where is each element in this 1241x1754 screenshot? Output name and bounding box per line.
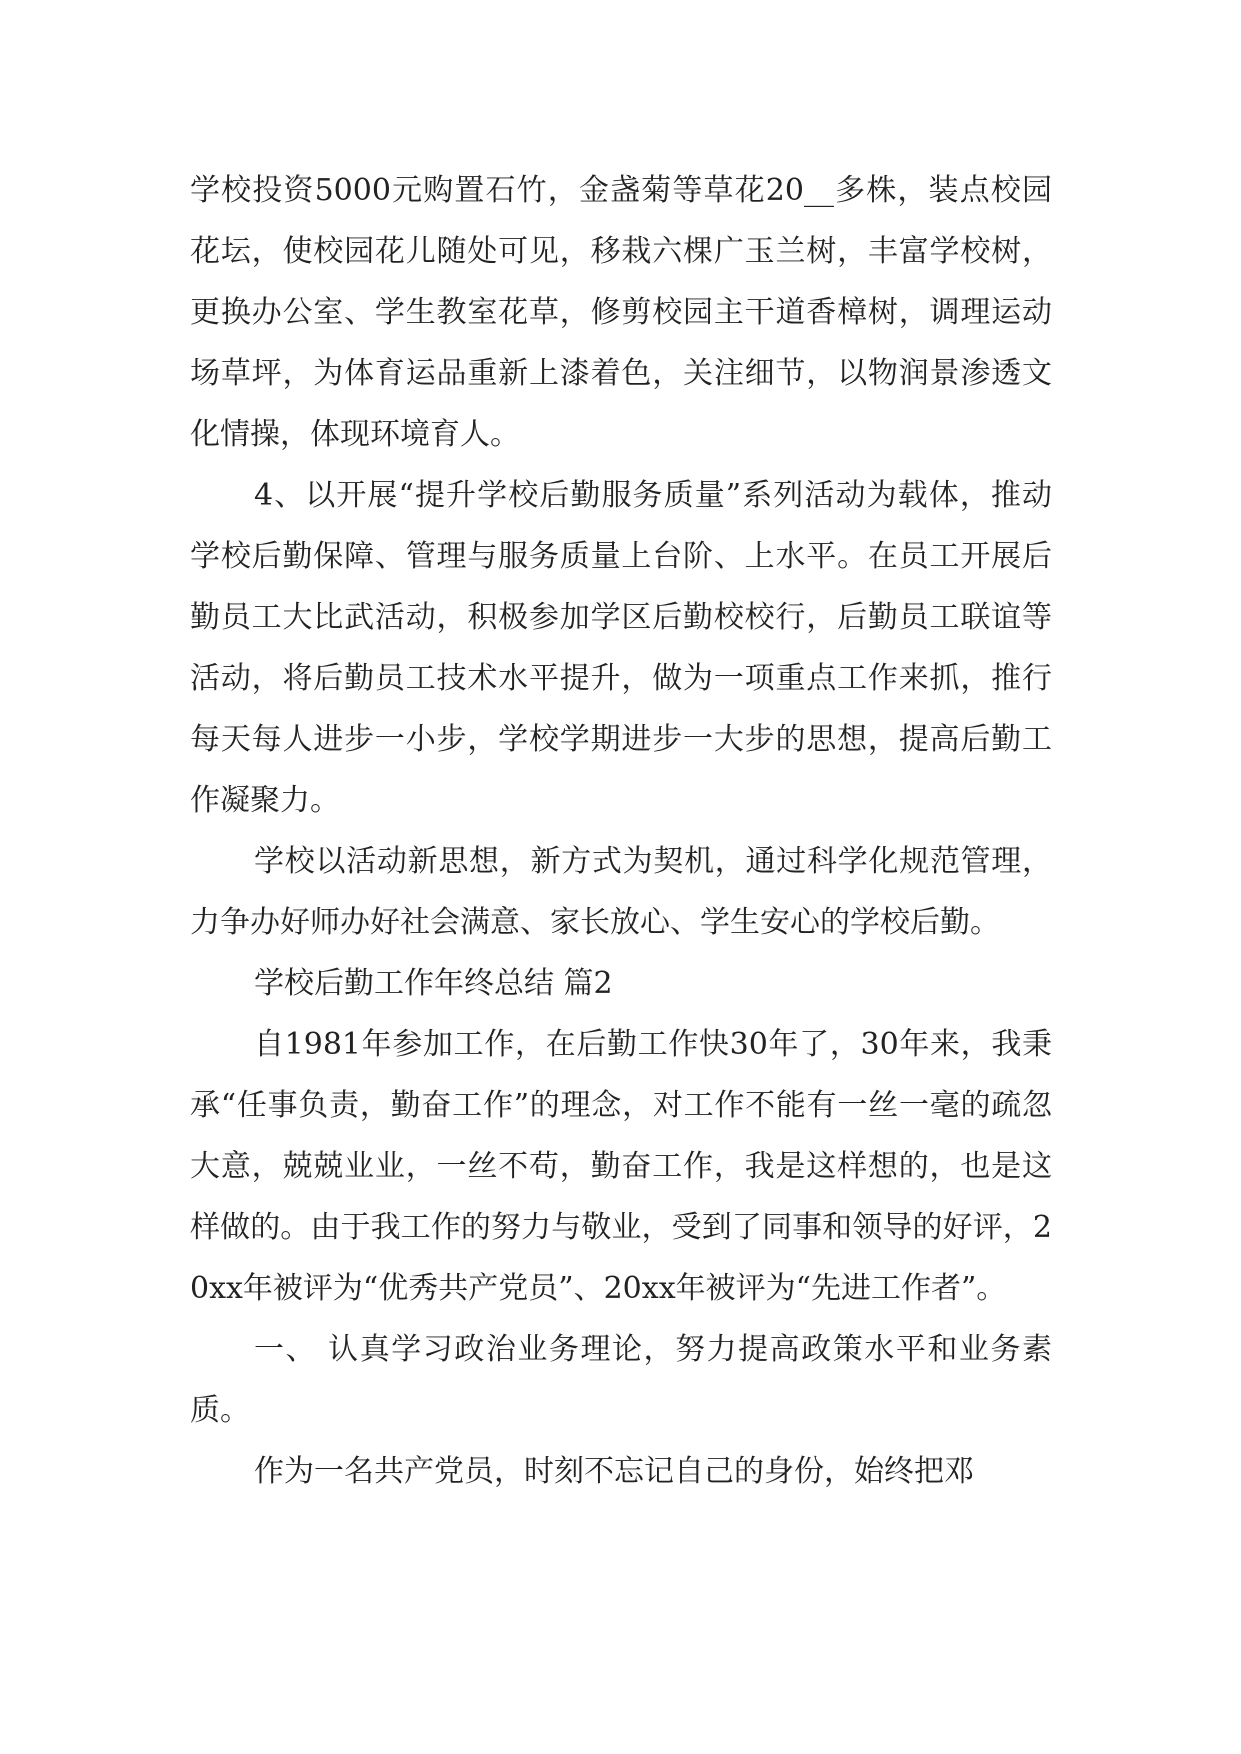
paragraph: 作为一名共产党员，时刻不忘记自己的身份，始终把邓	[254, 1454, 974, 1489]
paragraph: 学校以活动新思想，新方式为契机，通过科学化规范管理，力争办好师办好社会满意、家长放心、学生安心的学校后勤。	[190, 844, 1052, 940]
document-body	[190, 160, 1052, 1502]
paragraph: 学校投资5000元购置石竹，金盏菊等草花20__多株，装点校园花坛，使校园花儿随处可见，移栽六棵广玉兰树，丰富学校树，更换办公室、学生教室花草，修剪校园主干道香樟树，调理运动场草坪，为体育运品重新上漆着色，关注细节，以物润景渗透文化情操，体现环境育人。	[190, 173, 1052, 452]
paragraph: 一、 认真学习政治业务理论，努力提高政策水平和业务素质。	[190, 1332, 1052, 1428]
paragraph: 自1981年参加工作，在后勤工作快30年了，30年来，我秉承“任事负责，勤奋工作”的理念，对工作不能有一丝一毫的疏忽大意，兢兢业业，一丝不苟，勤奋工作，我是这样想的，也是这样做的。由于我工作的努力与敬业，受到了同事和领导的好评，20xx年被评为“优秀共产党员”、20xx年被评为“先进工作者”。	[190, 1027, 1052, 1306]
section-heading: 学校后勤工作年终总结 篇2	[254, 966, 613, 1001]
paragraph: 4、以开展“提升学校后勤服务质量”系列活动为载体，推动学校后勤保障、管理与服务质量上台阶、上水平。在员工开展后勤员工大比武活动，积极参加学区后勤校校行，后勤员工联谊等活动，将后勤员工技术水平提升，做为一项重点工作来抓，推行每天每人进步一小步，学校学期进步一大步的思想，提高后勤工作凝聚力。	[190, 478, 1052, 818]
